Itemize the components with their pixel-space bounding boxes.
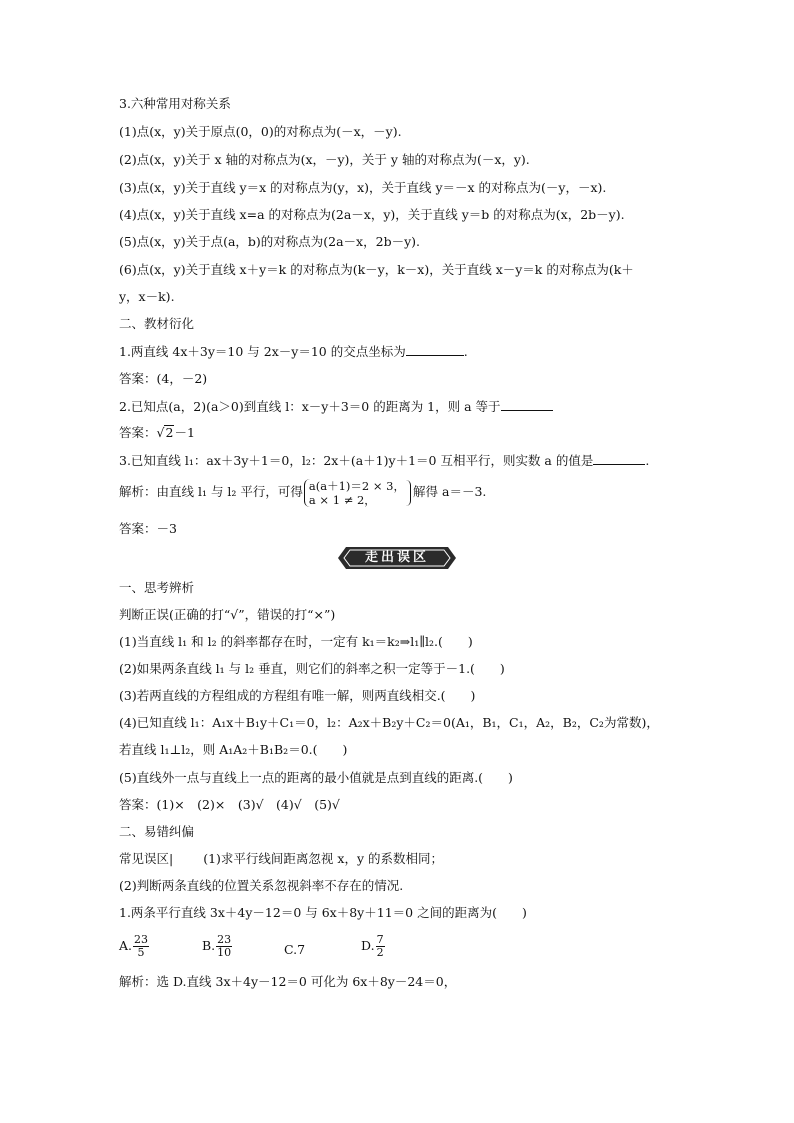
solution-line	[119, 478, 486, 507]
answer-blank	[593, 452, 645, 465]
option-c: C.7	[284, 942, 306, 957]
text-line: (2)判断两条直线的位置关系忽视斜率不存在的情况.	[119, 878, 404, 893]
question-text: 2.已知点(a，2)(a＞0)到直线 l：x－y＋3＝0 的距离为 1，则 a 等于	[119, 399, 501, 414]
judgement-item: (4)已知直线 l₁：A₁x＋B₁y＋C₁＝0，l₂：A₂x＋B₂y＋C₂＝0(A₁，B₁，C₁，A₂，B₂，C₂为常数)，	[119, 715, 659, 730]
option-d	[361, 934, 385, 959]
answer-blank	[406, 343, 464, 356]
answer-line: 答案：(4，－2)	[119, 371, 208, 386]
equation-system	[304, 479, 405, 507]
answer-line: 答案：－3	[119, 521, 177, 536]
text-line: (6)点(x，y)关于直线 x＋y＝k 的对称点为(k－y，k－x)，关于直线 x－y＝k 的对称点为(k＋	[119, 262, 634, 277]
banner-title: 走出误区	[364, 550, 429, 565]
question-1	[119, 343, 468, 360]
text-line: (1)点(x，y)关于原点(0，0)的对称点为(－x，－y).	[119, 124, 402, 139]
sqrt-symbol: √	[156, 425, 165, 440]
judgement-item: (3)若两直线的方程组成的方程组有唯一解，则两直线相交.( )	[119, 688, 476, 703]
question-text: 3.已知直线 l₁：ax＋3y＋1＝0，l₂：2x＋(a＋1)y＋1＝0 互相平行，则实数 a 的值是	[119, 453, 594, 468]
text-line: (2)点(x，y)关于 x 轴的对称点为(x，－y)，关于 y 轴的对称点为(－x，y).	[119, 152, 530, 167]
judgement-item: (2)如果两条直线 l₁ 与 l₂ 垂直，则它们的斜率之积一定等于－1.( )	[119, 661, 505, 676]
solution-text: 解析：由直线 l₁ 与 l₂ 平行，可得	[119, 484, 303, 499]
text-line: (4)点(x，y)关于直线 x=a 的对称点为(2a－x，y)，关于直线 y＝b 的对称点为(x，2b－y).	[119, 207, 625, 222]
fraction	[216, 934, 232, 959]
punct: .	[645, 453, 650, 468]
answer-line	[119, 425, 195, 441]
question-3	[119, 452, 649, 469]
text-line: (5)点(x，y)关于点(a，b)的对称点为(2a－x，2b－y).	[119, 234, 420, 249]
option-label: B.	[202, 938, 216, 953]
answer-line: 答案：(1)× (2)× (3)√ (4)√ (5)√	[119, 797, 340, 812]
denominator: 10	[217, 946, 232, 959]
option-b	[202, 934, 232, 959]
section-heading-thinking: 一、思考辨析	[119, 580, 195, 595]
section-heading-textbook: 二、教材衍化	[119, 316, 195, 331]
judgement-item: (1)当直线 l₁ 和 l₂ 的斜率都存在时，一定有 k₁＝k₂⇒l₁∥l₂.( )	[119, 634, 473, 649]
punct: .	[463, 344, 468, 359]
judgement-item: (5)直线外一点与直线上一点的距离的最小值就是点到直线的距离.( )	[119, 770, 513, 785]
text-line: 判断正误(正确的打“√”，错误的打“×”)	[119, 607, 336, 622]
answer-rest: －1	[174, 425, 195, 440]
equation-1: a(a＋1)＝2 × 3，	[308, 478, 406, 493]
question-2	[119, 398, 553, 415]
text-line: (3)点(x，y)关于直线 y＝x 的对称点为(y，x)，关于直线 y＝－x 的对称点为(－y，－x).	[119, 180, 607, 195]
solution-result: 解得 a＝－3.	[413, 484, 487, 499]
judgement-item: 若直线 l₁⊥l₂，则 A₁A₂＋B₁B₂＝0.( )	[119, 742, 348, 757]
sqrt-radicand: 2	[165, 425, 174, 440]
numerator: 23	[134, 933, 149, 946]
section-heading-errors: 二、易错纠偏	[119, 824, 195, 839]
text-line: y，x－k).	[119, 289, 175, 304]
misconception-text: (1)求平行线间距离忽视 x，y 的系数相同；	[203, 851, 443, 866]
fraction	[376, 934, 385, 959]
text-line	[119, 851, 443, 867]
system-close-brace	[406, 480, 411, 506]
option-label: D.	[361, 938, 375, 953]
answer-blank	[501, 398, 553, 411]
solution-line: 解析：选 D.直线 3x＋4y－12＝0 可化为 6x＋8y－24＝0，	[119, 974, 457, 989]
section-heading-symmetry: 3.六种常用对称关系	[119, 96, 231, 111]
fraction	[133, 934, 149, 959]
misconception-label: 常见误区|	[119, 851, 174, 866]
numerator: 7	[376, 933, 384, 946]
section-banner	[338, 547, 456, 569]
question-text: 1.两直线 4x＋3y＝10 与 2x－y＝10 的交点坐标为	[119, 344, 406, 359]
option-label: A.	[119, 938, 133, 953]
equation-2: a × 1 ≠ 2，	[308, 492, 376, 507]
denominator: 5	[137, 946, 145, 959]
answer-label: 答案：	[119, 425, 157, 440]
numerator: 23	[217, 933, 232, 946]
option-a	[119, 934, 149, 959]
question-line: 1.两条平行直线 3x＋4y－12＝0 与 6x＋8y＋11＝0 之间的距离为( )	[119, 905, 527, 920]
denominator: 2	[376, 946, 384, 959]
